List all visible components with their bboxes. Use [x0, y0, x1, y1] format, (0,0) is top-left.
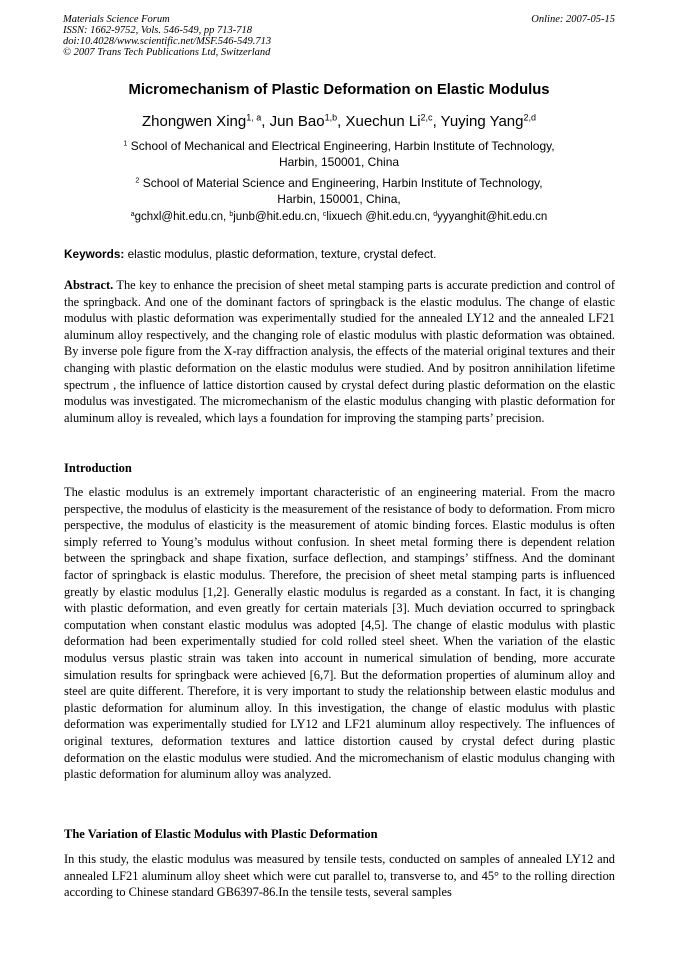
email-address: gchxl@hit.edu.cn, [134, 211, 230, 223]
section-heading-variation: The Variation of Elastic Modulus with Plastic Deformation [64, 827, 378, 841]
affiliation-line: School of Mechanical and Electrical Engineering, Harbin Institute of Technology, [130, 139, 555, 153]
paper-title: Micromechanism of Plastic Deformation on Elastic Modulus [128, 82, 550, 98]
email-superscript: d [433, 210, 438, 218]
affiliation-number: 2 [135, 175, 140, 185]
affiliation-number: 1 [123, 138, 128, 148]
email-list [0, 210, 678, 224]
email-superscript: b [229, 210, 234, 218]
affiliation-line: School of Material Science and Engineering, Harbin Institute of Technology, [142, 176, 543, 190]
abstract [64, 277, 615, 426]
author-name: Zhongwen Xing [141, 113, 247, 130]
copyright-line: © 2007 Trans Tech Publications Ltd, Switzerland [63, 47, 271, 58]
author-name: Jun Bao [269, 113, 325, 130]
online-date: Online: 2007-05-15 [531, 14, 615, 25]
author-superscript: 2,c [420, 112, 433, 123]
section-variation-body: In this study, the elastic modulus was measured by tensile tests, conducted on samples of annealed LY12 and annealed LF21 aluminum alloy sheet which were cut parallel to, transverse to, and 45° to the rolling direction according to Chinese standard GB6397-86.In the tensile tests, several samples [64, 852, 615, 900]
author-superscript: 1, a [246, 112, 262, 123]
affiliation-line: Harbin, 150001, China [278, 155, 400, 169]
author-separator: , [432, 113, 441, 130]
email-address: lixuech @hit.edu.cn, [326, 211, 434, 223]
author-name: Xuechun Li [345, 113, 421, 130]
author-name: Yuying Yang [440, 113, 524, 130]
keywords [64, 247, 624, 261]
introduction-body: The elastic modulus is an extremely important characteristic of an engineering material. From the macro perspective, the modulus of elasticity is the measurement of the resistance of body to deformation. From micro perspective, the modulus of elasticity is the measurement of atomic binding forces. Elastic modulus is often simply referred to Young’s modulus without confusion. In sheet metal forming there is dependent relation between the springback and shape fixation, surface deflection, and stampings’ stiffness. And the dominant factor of springback is elastic modulus. Therefore, the precision of sheet metal stamping parts is influenced greatly by elastic modulus [1,2]. Generally elastic modulus is regarded as a constant. In fact, it is changing with plastic deformation, and even greatly for certain materials [3]. Much deviation occurred to springback computation when constant elastic modulus was adopted [4,5]. The change of elastic modulus with plastic deformation had been experimentally studied for cold rolled steel sheet. When the variation of the elastic modulus versus plastic strain was taken into account in numerical simulation of bending, more accurate simulation results for springback were achieved [6,7]. But the deformation properties of aluminum alloy and steel are quite different. Therefore, it is very important to study the relationship between elastic modulus and plastic deformation for aluminum alloy. In this investigation, the change of elastic modulus with plastic deformation was experimentally studied for LY12 and LF21 aluminum alloy respectively. The influences of original textures, deformation textures and lattice distortion caused by crystal defect during plastic deformation on the elastic modulus were studied. And the micromechanism of elastic modulus changing with plastic deformation for aluminum alloy was analyzed. [64, 485, 615, 782]
affiliation-2 [0, 175, 678, 207]
author-list [0, 112, 678, 132]
email-address: yyyanghit@hit.edu.cn [437, 211, 548, 223]
keywords-text: elastic modulus, plastic deformation, texture, crystal defect. [124, 247, 437, 261]
journal-name: Materials Science Forum [63, 14, 170, 25]
author-separator: , [261, 113, 270, 130]
doi-line: doi:10.4028/www.scientific.net/MSF.546-549.713 [63, 36, 272, 47]
section-heading-introduction: Introduction [64, 461, 132, 475]
email-superscript: c [322, 210, 327, 218]
author-superscript: 1,b [324, 112, 338, 123]
affiliation-line: Harbin, 150001, China, [277, 192, 401, 206]
email-address: junb@hit.edu.cn, [233, 211, 323, 223]
author-superscript: 2,d [523, 112, 537, 123]
issn-line: ISSN: 1662-9752, Vols. 546-549, pp 713-718 [63, 25, 252, 36]
email-superscript: a [130, 210, 135, 218]
abstract-text: The key to enhance the precision of sheet metal stamping parts is accurate prediction and control of the springback. And one of the dominant factors of springback is the elastic modulus. The change of elastic modulus with plastic deformation was experimentally studied for the annealed LY12 and the annealed LF21 aluminum alloy respectively, and the changing role of elastic modulus with plastic deformation was obtained. By inverse pole figure from the X-ray diffraction analysis, the effects of the material original textures and their changing with plastic deformation on the elastic modulus were studied. And by positron annihilation lifetime spectrum , the influence of lattice distortion caused by crystal defect during plastic deformation on the elastic modulus was investigated. The micromechanism of the elastic modulus changing with plastic deformation for aluminum alloy is revealed, which lays a foundation for improving the stamping parts’ precision. [64, 278, 615, 425]
journal-info [63, 14, 271, 58]
affiliation-1 [0, 138, 678, 170]
abstract-label: Abstract. [64, 278, 114, 292]
keywords-label: Keywords: [64, 247, 125, 261]
author-separator: , [337, 113, 346, 130]
